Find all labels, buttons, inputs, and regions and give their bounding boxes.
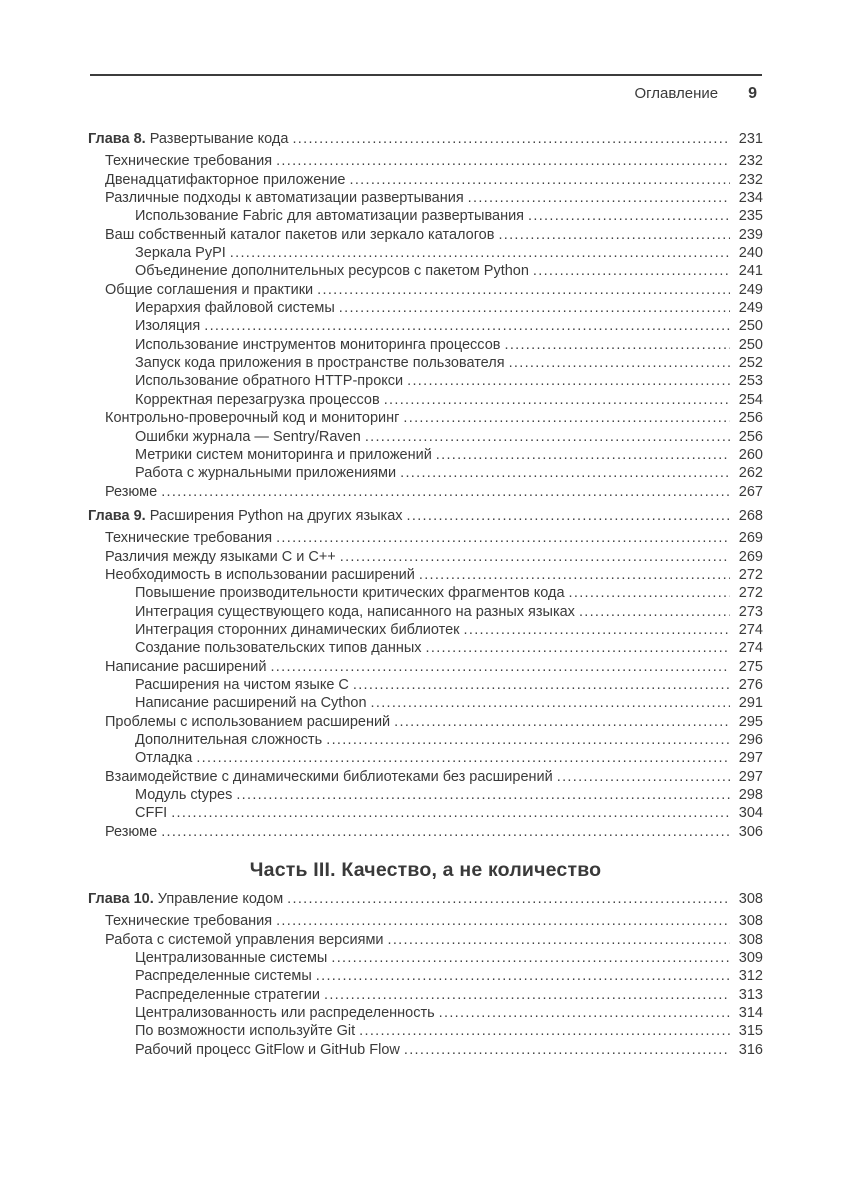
toc-entry-title: Централизованные системы [135, 950, 328, 967]
dot-leader [353, 676, 730, 694]
toc-entry [88, 768, 763, 786]
toc-entry-page-number: 304 [738, 805, 763, 822]
toc-entry-title: Технические требования [105, 530, 273, 547]
toc-entry-page-number: 256 [738, 410, 763, 427]
toc-entry [88, 152, 763, 170]
dot-leader [161, 823, 730, 841]
toc-entry [88, 949, 763, 967]
toc-entry-page-number: 268 [738, 507, 763, 524]
toc-entry-page-number: 262 [738, 465, 763, 482]
toc-entry [88, 967, 763, 985]
toc-entry-page-number: 315 [738, 1023, 763, 1040]
toc-chapter-prefix: Глава 10. [88, 891, 154, 908]
toc-entry-page-number: 254 [738, 391, 763, 408]
toc-entry [88, 428, 763, 446]
toc-entry-page-number: 272 [738, 566, 763, 583]
toc-entry-page-number: 313 [738, 986, 763, 1003]
toc-entry [88, 226, 763, 244]
toc-entry-title: Распределенные стратегии [135, 986, 320, 1003]
toc-entry-title: Написание расширений на Cython [135, 695, 367, 712]
dot-leader [287, 890, 730, 908]
toc-entry [88, 621, 763, 639]
toc-entry-title: Различия между языками C и C++ [105, 548, 336, 565]
dot-leader [270, 658, 730, 676]
dot-leader [236, 786, 730, 804]
toc-entry-title: Двенадцатифакторное приложение [105, 171, 346, 188]
toc-entry-title: Расширения на чистом языке C [135, 676, 349, 693]
dot-leader [436, 446, 730, 464]
folio-page-number: 9 [748, 85, 757, 102]
dot-leader [426, 639, 730, 657]
toc-entry-title: Метрики систем мониторинга и приложений [135, 446, 432, 463]
dot-leader [230, 244, 730, 262]
page-header [88, 84, 763, 103]
toc-entry-page-number: 309 [738, 950, 763, 967]
toc-entry-page-number: 249 [738, 281, 763, 298]
dot-leader [468, 189, 730, 207]
toc-entry-title: Дополнительная сложность [135, 732, 323, 748]
toc-entry-page-number: 253 [738, 373, 763, 390]
toc-entry [88, 171, 763, 189]
toc-entry [88, 986, 763, 1004]
toc-entry-page-number: 240 [738, 245, 763, 262]
toc-entry-title: Резюме [105, 483, 158, 500]
toc-entry-page-number: 256 [738, 428, 763, 445]
toc-entry [88, 189, 763, 207]
toc-entry [88, 446, 763, 464]
dot-leader [276, 529, 730, 547]
dot-leader [324, 986, 730, 1004]
dot-leader [579, 603, 730, 621]
dot-leader [316, 967, 730, 985]
toc-entry-page-number: 273 [738, 603, 763, 620]
toc-entry-title: Проблемы с использованием расширений [105, 713, 391, 730]
toc-entry [88, 354, 763, 372]
toc-entry-page-number: 298 [738, 787, 763, 804]
toc-entry-page-number: 274 [738, 640, 763, 657]
toc-entry-title: Глава 9. Расширения Python на других языках [88, 507, 403, 524]
dot-leader [533, 262, 730, 280]
toc-entry-title: Работа с журнальными приложениями [135, 465, 397, 482]
toc-entry-title: Создание пользовательских типов данных [135, 640, 422, 657]
toc-entry [88, 391, 763, 409]
toc-entry [88, 786, 763, 804]
toc-entry [88, 731, 763, 749]
toc-entry-page-number: 291 [738, 695, 763, 712]
toc-entry [88, 912, 763, 930]
toc-entry [88, 749, 763, 767]
toc-entry-title: Работа с системой управления версиями [105, 931, 384, 948]
toc-entry-page-number: 297 [738, 750, 763, 767]
toc-chapter-prefix: Глава 8. [88, 131, 146, 147]
toc-entry-title: Контрольно-проверочный код и мониторинг [105, 410, 400, 427]
toc-entry [88, 1022, 763, 1040]
toc-entry-page-number: 241 [738, 263, 763, 280]
toc-entry [88, 694, 763, 712]
toc-entry-title: Запуск кода приложения в пространстве пользователя [135, 355, 505, 372]
toc-entry-page-number: 249 [738, 300, 763, 317]
toc-entry-page-number: 232 [738, 153, 763, 170]
dot-leader [384, 391, 730, 409]
toc-entry-title: Использование обратного HTTP-прокси [135, 373, 404, 390]
toc-entry-title: Зеркала PyPI [135, 245, 226, 262]
toc-entry-title: Резюме [105, 823, 158, 840]
toc-entry-title: Общие соглашения и практики [105, 281, 314, 298]
toc-entry-page-number: 234 [738, 190, 763, 207]
dot-leader [439, 1004, 730, 1022]
toc-entry-title: Централизованность или распределенность [135, 1005, 435, 1022]
toc-entry-page-number: 250 [738, 336, 763, 353]
toc-entry-title: CFFI [135, 805, 168, 822]
toc-entry [88, 409, 763, 427]
toc-entry-page-number: 260 [738, 446, 763, 463]
toc-entry [88, 262, 763, 280]
dot-leader [339, 299, 730, 317]
dot-leader [394, 713, 730, 731]
dot-leader [171, 804, 730, 822]
dot-leader [350, 171, 731, 189]
dot-leader [528, 207, 730, 225]
toc-entry-title: Технические требования [105, 153, 273, 170]
toc-entry-page-number: 252 [738, 355, 763, 372]
dot-leader [326, 731, 730, 749]
toc-entry-page-number: 296 [738, 732, 763, 748]
dot-leader [557, 768, 730, 786]
toc-entry-title: Изоляция [135, 318, 201, 335]
dot-leader [569, 584, 730, 602]
dot-leader [403, 409, 730, 427]
toc-entry-page-number: 232 [738, 171, 763, 188]
toc-entry [88, 823, 763, 841]
toc-chapter-prefix: Глава 9. [88, 507, 146, 524]
toc-chapter-entry [88, 507, 763, 525]
toc-entry [88, 464, 763, 482]
toc-entry [88, 207, 763, 225]
toc-entry-page-number: 312 [738, 968, 763, 985]
toc-entry [88, 1041, 763, 1059]
toc-entry-page-number: 272 [738, 585, 763, 602]
toc-entry-page-number: 269 [738, 530, 763, 547]
toc-entry-title: Повышение производительности критических фрагментов кода [135, 585, 565, 602]
toc-entry-page-number: 276 [738, 676, 763, 693]
dot-leader [340, 548, 730, 566]
dot-leader [292, 130, 730, 148]
toc-entry-page-number: 275 [738, 658, 763, 675]
toc-entry-title: Использование инструментов мониторинга процессов [135, 336, 501, 353]
toc-entry [88, 676, 763, 694]
toc-entry-page-number: 308 [738, 931, 763, 948]
dot-leader [388, 931, 730, 949]
toc-entry-title: Ошибки журнала — Sentry/Raven [135, 428, 361, 445]
toc-chapter-entry [88, 130, 763, 148]
toc-entry-page-number: 235 [738, 208, 763, 225]
toc-entry-title: Глава 10. Управление кодом [88, 891, 284, 908]
toc-entry-title: Отладка [135, 750, 193, 767]
dot-leader [276, 912, 730, 930]
dot-leader [196, 749, 730, 767]
toc-entry-title: Объединение дополнительных ресурсов с пакетом Python [135, 263, 529, 280]
dot-leader [407, 507, 730, 525]
toc-entry-title: Различные подходы к автоматизации развертывания [105, 190, 464, 207]
toc-entry-page-number: 269 [738, 548, 763, 565]
toc-entry [88, 317, 763, 335]
toc-entry-page-number: 231 [738, 131, 763, 147]
toc-chapter-entry [88, 890, 763, 908]
toc-entry-page-number: 274 [738, 621, 763, 638]
toc-entry [88, 603, 763, 621]
toc-entry [88, 804, 763, 822]
dot-leader [365, 428, 730, 446]
dot-leader [407, 372, 730, 390]
running-head-title: Оглавление [634, 85, 719, 102]
dot-leader [371, 694, 730, 712]
toc-entry-page-number: 314 [738, 1005, 763, 1022]
toc-entry [88, 529, 763, 547]
toc-entry-title: Интеграция существующего кода, написанного на разных языках [135, 603, 575, 620]
dot-leader [464, 621, 730, 639]
dot-leader [161, 483, 730, 501]
toc-entry-title: Рабочий процесс GitFlow и GitHub Flow [135, 1041, 400, 1058]
toc-entry-page-number: 239 [738, 226, 763, 243]
toc-entry-page-number: 295 [738, 713, 763, 730]
dot-leader [400, 464, 730, 482]
toc-entry-title: Иерархия файловой системы [135, 300, 335, 317]
dot-leader [404, 1041, 730, 1059]
toc-entry-title: Интеграция сторонних динамических библиотек [135, 621, 460, 638]
toc-entry [88, 299, 763, 317]
toc-entry-page-number: 267 [738, 483, 763, 500]
toc-entry [88, 336, 763, 354]
toc-entry-title: Глава 8. Развертывание кода [88, 131, 289, 147]
dot-leader [204, 317, 730, 335]
toc-entry [88, 658, 763, 676]
toc-entry-title: Ваш собственный каталог пакетов или зеркало каталогов [105, 226, 495, 243]
dot-leader [359, 1022, 730, 1040]
dot-leader [504, 336, 730, 354]
dot-leader [509, 354, 730, 372]
header-rule [90, 74, 762, 76]
toc-entry [88, 566, 763, 584]
toc-entry-page-number: 308 [738, 913, 763, 930]
toc-entry-page-number: 306 [738, 823, 763, 840]
dot-leader [317, 281, 730, 299]
toc-entry-title: Необходимость в использовании расширений [105, 566, 415, 583]
toc-entry [88, 372, 763, 390]
dot-leader [498, 226, 730, 244]
toc-entry-page-number: 308 [738, 891, 763, 908]
toc-entry-title: Распределенные системы [135, 968, 312, 985]
dot-leader [331, 949, 730, 967]
dot-leader [419, 566, 730, 584]
toc-list [88, 130, 763, 1059]
toc-entry-title: Корректная перезагрузка процессов [135, 391, 380, 408]
toc-entry [88, 713, 763, 731]
part-heading: Часть III. Качество, а не количество [249, 859, 602, 882]
toc-entry [88, 639, 763, 657]
dot-leader [276, 152, 730, 170]
toc-entry-title: Использование Fabric для автоматизации развертывания [135, 208, 525, 225]
toc-entry [88, 1004, 763, 1022]
toc-entry-title: Написание расширений [105, 658, 267, 675]
toc-entry-page-number: 316 [738, 1041, 763, 1058]
toc-entry-title: Взаимодействие с динамическими библиотеками без расширений [105, 768, 553, 785]
toc-entry [88, 548, 763, 566]
toc-entry-page-number: 297 [738, 768, 763, 785]
toc-entry-page-number: 250 [738, 318, 763, 335]
toc-entry [88, 244, 763, 262]
toc-entry [88, 584, 763, 602]
toc-entry-title: Технические требования [105, 913, 273, 930]
toc-entry [88, 281, 763, 299]
toc-entry [88, 483, 763, 501]
toc-entry-title: Модуль ctypes [135, 787, 233, 804]
toc-entry-title: По возможности используйте Git [135, 1023, 356, 1040]
toc-entry [88, 931, 763, 949]
